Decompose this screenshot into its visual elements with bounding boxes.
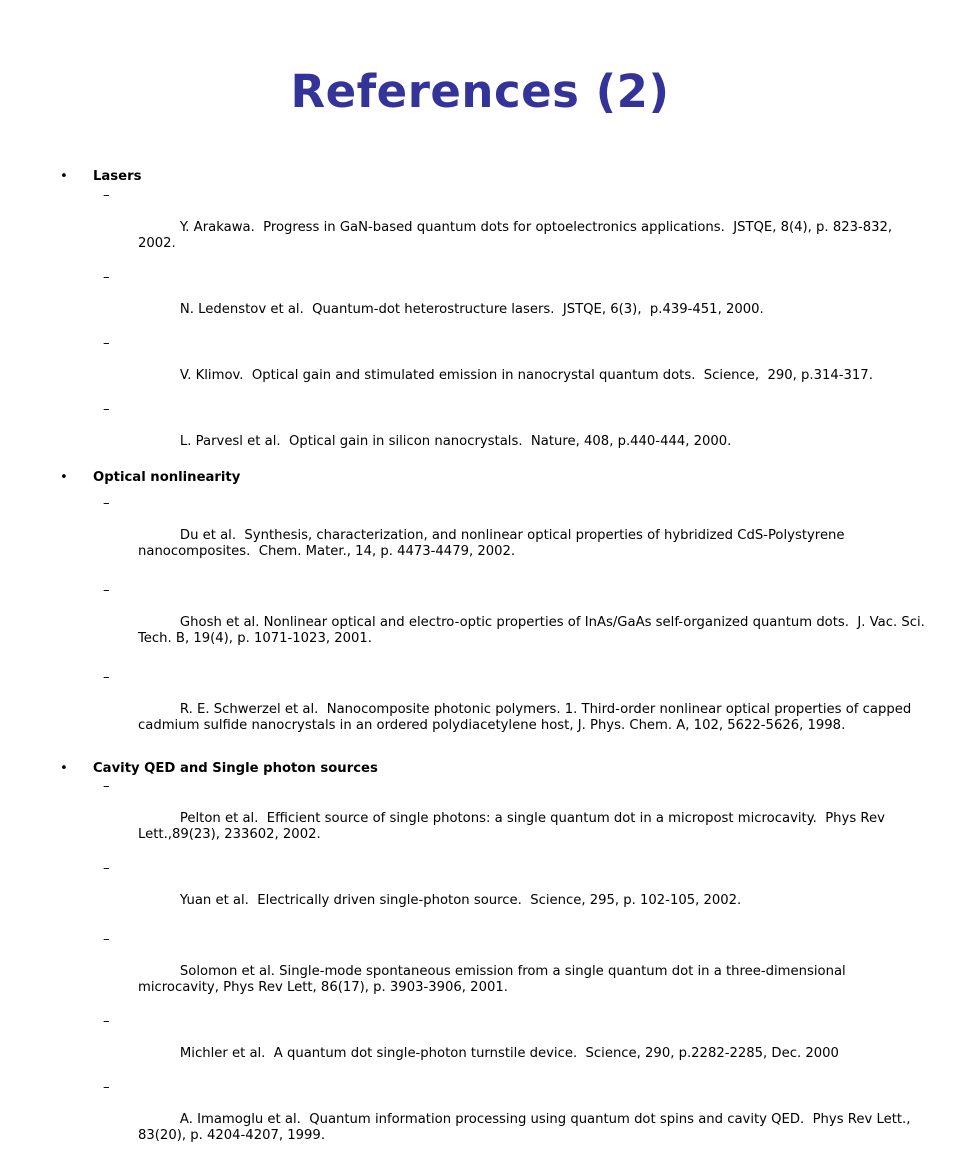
reference-item [58,496,928,576]
dash-icon: – [103,402,110,417]
reference-text: L. Parvesl et al. Optical gain in silicon nanocrystals. Nature, 408, p.440-444, 2000. [179,434,732,449]
reference-item [58,1080,928,1160]
section-optical-nonlinearity [58,469,928,750]
reference-item [58,670,928,750]
section-lasers [58,168,928,466]
reference-item [58,188,928,268]
reference-text: V. Klimov. Optical gain and stimulated emission in nanocrystal quantum dots. Science, 290, p.314-317. [179,368,873,383]
bullet-icon: • [60,761,68,776]
reference-text: A. Imamoglu et al. Quantum information processing using quantum dot spins and cavity QED. Phys Rev Lett., 83(20), p. 4204-4207, 1999. [138,1112,915,1143]
section-heading-text: Cavity QED and Single photon sources [93,761,378,776]
dash-icon: – [103,583,110,598]
reference-item [58,336,928,400]
section-heading [58,168,928,185]
reference-text: Michler et al. A quantum dot single-photon turnstile device. Science, 290, p.2282-2285, Dec. 2000 [179,1046,839,1061]
reference-items [58,188,928,466]
section-heading-text: Optical nonlinearity [93,470,241,485]
dash-icon: – [103,861,110,876]
reference-text: Yuan et al. Electrically driven single-photon source. Science, 295, p. 102-105, 2002. [179,893,742,908]
reference-item [58,270,928,334]
section-cavity-qed [58,760,928,1160]
reference-text: Solomon et al. Single-mode spontaneous emission from a single quantum dot in a three-dimensional microcavity, Phys Rev Lett, 86(17), p. 3903-3906, 2001. [138,964,850,995]
dash-icon: – [103,270,110,285]
reference-text: R. E. Schwerzel et al. Nanocomposite photonic polymers. 1. Third-order nonlinear optical properties of capped cadmium sulfide nanocrystals in an ordered polydiacetylene host, J. Phys. Chem. A, 102, 5622-5626, 1998. [138,702,916,733]
dash-icon: – [103,932,110,947]
dash-icon: – [103,670,110,685]
reference-text: Y. Arakawa. Progress in GaN-based quantum dots for optoelectronics applications. JSTQE, 8(4), p. 823-832, 2002. [138,220,897,251]
reference-text: N. Ledenstov et al. Quantum-dot heterostructure lasers. JSTQE, 6(3), p.439-451, 2000. [179,302,764,317]
dash-icon: – [103,1014,110,1029]
section-heading [58,469,928,486]
dash-icon: – [103,188,110,203]
reference-item [58,1014,928,1078]
reference-item [58,402,928,466]
reference-item [58,779,928,859]
reference-text: Ghosh et al. Nonlinear optical and electro-optic properties of InAs/GaAs self-organized quantum dots. J. Vac. Sci. Tech. B, 19(4), p. 1071-1023, 2001. [138,615,930,646]
dash-icon: – [103,1080,110,1095]
reference-item [58,583,928,663]
slide-title: References (2) [290,65,670,118]
section-heading-text: Lasers [93,169,142,184]
dash-icon: – [103,496,110,511]
reference-text: Pelton et al. Efficient source of single photons: a single quantum dot in a micropost microcavity. Phys Rev Lett.,89(23), 233602, 2002. [138,811,890,842]
reference-text: Du et al. Synthesis, characterization, and nonlinear optical properties of hybridized CdS-Polystyrene nanocomposites. Chem. Mater., 14, p. 4473-4479, 2002. [138,528,849,559]
reference-item [58,861,928,925]
dash-icon: – [103,336,110,351]
reference-items [58,779,928,1160]
section-heading [58,760,928,777]
bullet-icon: • [60,169,68,184]
dash-icon: – [103,779,110,794]
bullet-icon: • [60,470,68,485]
reference-item [58,932,928,1012]
reference-list [58,168,928,1160]
reference-items [58,496,928,750]
